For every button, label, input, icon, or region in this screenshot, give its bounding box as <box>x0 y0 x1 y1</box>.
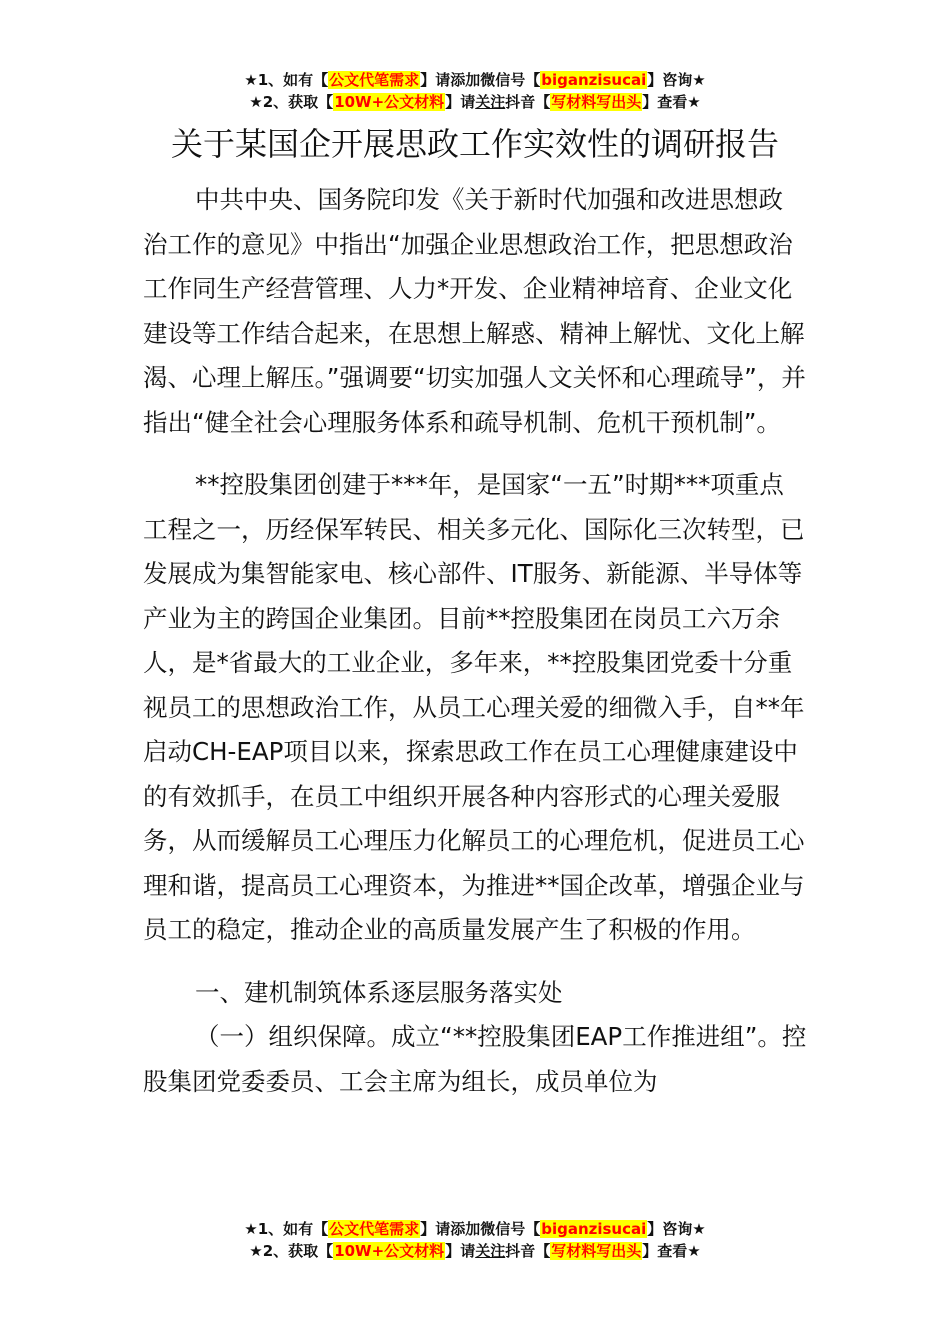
banner-text: 】查看★ <box>642 93 701 111</box>
banner-text: 】咨询★ <box>647 1220 706 1238</box>
paragraph: **控股集团创建于***年，是国家“一五”时期***项重点工程之一，历经保军转民、相关多元化、国际化三次转型，已发展成为集智能家电、核心部件、IT服务、新能源、半导体等产业为主的跨国企业集团。目前**控股集团在岗员工六万余人，是*省最大的工业企业，多年来，**控股集团党委十分重视员工的思想政治工作，从员工心理关爱的细微入手，自**年启动CH-EAP项目以来，探索思政工作在员工心理健康建设中的有效抓手，在员工中组织开展各种内容形式的心理关爱服务，从而缓解员工心理压力化解员工的心理危机，促进员工心理和谐，提高员工心理资本，为推进**国企改革，增强企业与员工的稳定，推动企业的高质量发展产生了积极的作用。 <box>143 470 805 944</box>
banner-text: 】请 <box>445 1242 476 1260</box>
highlight-text: 10W+公文材料 <box>334 1242 445 1260</box>
document-title: 关于某国企开展思政工作实效性的调研报告 <box>170 125 779 163</box>
banner-text: ★1、如有【 <box>244 71 329 89</box>
highlight-text: 公文代笔需求 <box>329 71 420 89</box>
banner-text: 抖音【 <box>505 93 551 111</box>
banner-line-2 <box>0 91 950 113</box>
banner-text: 】查看★ <box>642 1242 701 1260</box>
underlined-text: 关注 <box>475 93 506 111</box>
banner-text: 】请 <box>445 93 476 111</box>
douyin-account-highlight: 写材料写出头 <box>551 1242 642 1260</box>
header-banner <box>0 69 950 113</box>
wechat-id-highlight: biganzisucai <box>541 1220 647 1238</box>
banner-text: 】请添加微信号【 <box>420 1220 541 1238</box>
banner-text: ★1、如有【 <box>244 1220 329 1238</box>
highlight-text: 公文代笔需求 <box>329 1220 420 1238</box>
banner-text: 抖音【 <box>505 1242 551 1260</box>
paragraph-spacer <box>143 953 807 971</box>
wechat-id-highlight: biganzisucai <box>541 71 647 89</box>
banner-line-1 <box>0 1218 950 1240</box>
underlined-text: 关注 <box>475 1242 506 1260</box>
highlight-text: 10W+公文材料 <box>334 93 445 111</box>
banner-text: ★2、获取【 <box>249 1242 334 1260</box>
banner-line-2 <box>0 1240 950 1262</box>
banner-text: ★2、获取【 <box>249 93 334 111</box>
paragraph: 中共中央、国务院印发《关于新时代加强和改进思想政治工作的意见》中指出“加强企业思想政治工作，把思想政治工作同生产经营管理、人力*开发、企业精神培育、企业文化建设等工作结合起来，在思想上解惑、精神上解忧、文化上解渴、心理上解压。”强调要“切实加强人文关怀和心理疏导”，并指出“健全社会心理服务体系和疏导机制、危机干预机制”。 <box>143 185 806 437</box>
document-body <box>143 178 807 1104</box>
douyin-account-highlight: 写材料写出头 <box>551 93 642 111</box>
paragraph-spacer <box>143 445 807 463</box>
footer-banner <box>0 1218 950 1262</box>
banner-text: 】请添加微信号【 <box>420 71 541 89</box>
banner-text: 】咨询★ <box>647 71 706 89</box>
paragraph: （一）组织保障。成立“**控股集团EAP工作推进组”。控股集团党委委员、工会主席为组长，成员单位为 <box>143 1022 807 1096</box>
section-heading: 一、建机制筑体系逐层服务落实处 <box>195 977 563 1007</box>
banner-line-1 <box>0 69 950 91</box>
